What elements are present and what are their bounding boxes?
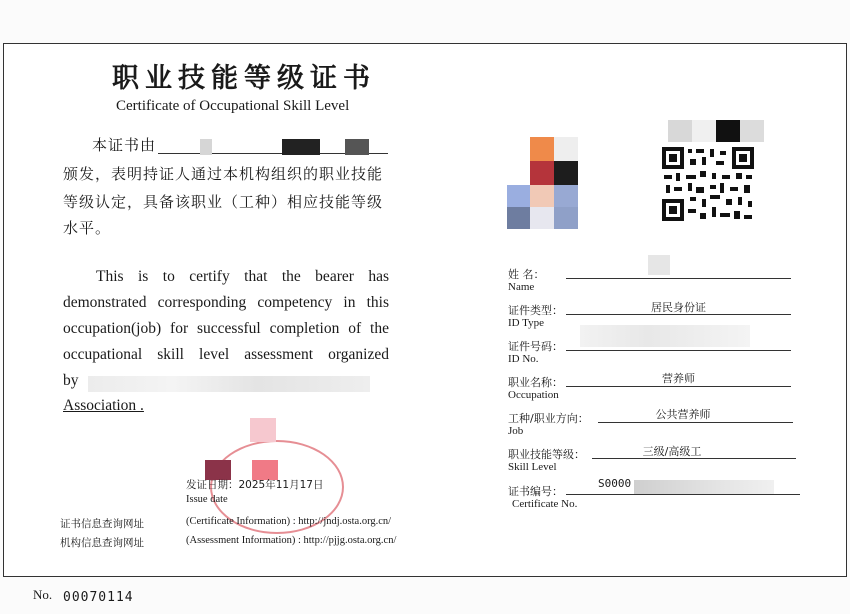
redacted-block (634, 480, 774, 494)
field-name-label-en: Name (508, 281, 535, 293)
zh-line-3: 等级认定，具备该职业（工种）相应技能等级 (63, 193, 384, 211)
field-idno-label: 证件号码： (508, 340, 563, 353)
redacted-block (648, 255, 670, 275)
en-line-5: by (63, 372, 79, 389)
redacted-block (250, 418, 276, 442)
field-job-value: 公共营养师 (655, 408, 711, 421)
field-occupation-value: 营养师 (662, 372, 695, 385)
field-level-label: 职业技能等级： (508, 448, 585, 461)
zh-line-2: 颁发，表明持证人通过本机构组织的职业技能 (63, 165, 384, 183)
en-line-3: occupation(job) for successful completion of the (63, 320, 389, 337)
redacted-block (345, 139, 369, 155)
field-level-label-en: Skill Level (508, 461, 557, 473)
en-line-2: demonstrated corresponding competency in this (63, 294, 389, 311)
redacted-block (88, 376, 370, 392)
en-line-1: This is to certify that the bearer has (96, 268, 389, 285)
field-idtype-label-en: ID Type (508, 317, 544, 329)
en-line-4: occupational skill level assessment organized (63, 346, 389, 363)
serial-label: No. (33, 587, 53, 602)
redacted-block (282, 139, 320, 155)
redacted-block (200, 139, 212, 155)
issue-date-en: Issue date (186, 494, 228, 505)
zh-line-1: 本证书由 (92, 136, 157, 154)
serial-number: 00070114 (63, 590, 134, 605)
field-certno-value: S0000 (598, 477, 632, 490)
assess-query-url: (Assessment Information) : http://pjjg.osta.org.cn/ (186, 535, 397, 546)
field-idno-line (566, 350, 791, 351)
field-occupation-label-en: Occupation (508, 389, 559, 401)
certificate-title-en: Certificate of Occupational Skill Level (116, 98, 350, 114)
field-idno-label-en: ID No. (508, 353, 539, 365)
field-level-value: 三级/高级工 (642, 445, 702, 458)
en-line-6: Association . (63, 397, 144, 414)
certificate-title: 职业技能等级证书 (112, 63, 376, 94)
cert-query-url: (Certificate Information) : http://jndj.osta.org.cn/ (186, 516, 392, 527)
field-idtype-label: 证件类型： (508, 304, 563, 317)
field-name-label: 姓 名： (508, 268, 545, 281)
field-idtype-value: 居民身份证 (651, 301, 706, 314)
field-job-label: 工种/职业方向： (508, 412, 589, 425)
issue-date: 发证日期：2025年11月17日 (186, 479, 324, 491)
redacted-block (580, 325, 750, 347)
field-occupation-label: 职业名称： (508, 376, 563, 389)
field-certno-label: 证书编号： (508, 485, 563, 498)
field-certno-label-en: Certificate No. (512, 498, 578, 510)
cert-query-label: 证书信息查询网址 (60, 518, 144, 530)
zh-line-4: 水平。 (63, 219, 112, 237)
field-occupation-line (566, 386, 791, 387)
field-job-line (598, 422, 793, 423)
field-job-label-en: Job (508, 425, 524, 437)
field-name-line (566, 278, 791, 279)
assess-query-label: 机构信息查询网址 (60, 537, 144, 549)
field-certno-line (566, 494, 800, 495)
